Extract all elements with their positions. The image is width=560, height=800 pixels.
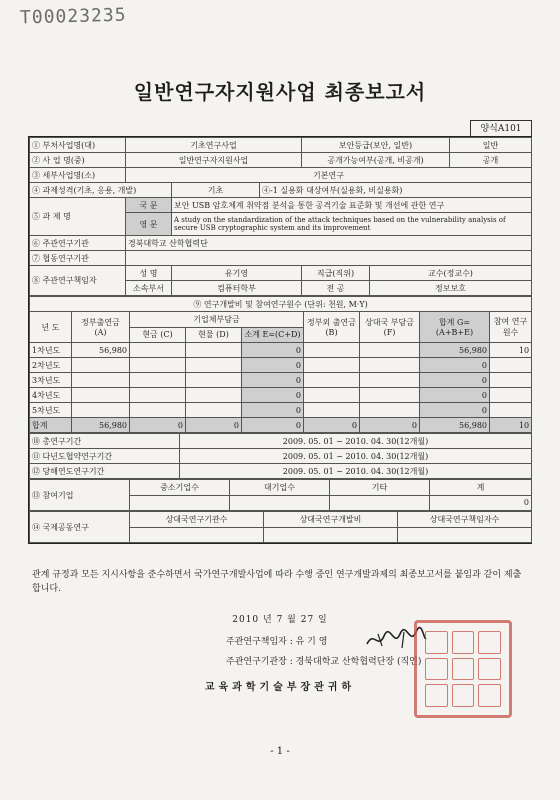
- row-researchers: [490, 358, 532, 373]
- row-researchers: 10: [490, 418, 532, 433]
- row-cash: 0: [130, 418, 186, 433]
- institution-label: ⑥ 주관연구기관: [30, 236, 126, 251]
- pi-affil-label: 소속부서: [126, 281, 172, 296]
- public-label: 공개가능여부(공개, 비공개): [302, 153, 450, 168]
- row-inkind: [186, 403, 242, 418]
- addressee: 교육과학기술부장관귀하: [204, 682, 356, 693]
- row-year: 4차년도: [30, 388, 72, 403]
- company-large-value: [230, 495, 330, 511]
- row-gov: [72, 388, 130, 403]
- budget-researchers-header: 참여 연구원수: [490, 312, 532, 343]
- coop-label: ⑦ 협동연구기관: [30, 251, 126, 266]
- row-total: 0: [420, 388, 490, 403]
- budget-table: [29, 296, 532, 433]
- row-total: 0: [420, 403, 490, 418]
- pi-name-value: 유기영: [172, 266, 302, 281]
- period-table: [29, 433, 532, 479]
- pi-label: ⑧ 주관연구책임자: [30, 266, 126, 296]
- company-sum-value: 0: [430, 495, 532, 511]
- row-othergov: [304, 358, 360, 373]
- total-period-label: ⑩ 총연구기간: [30, 434, 180, 449]
- page-title: 일반연구자지원사업 최종보고서: [133, 80, 427, 104]
- pi-signature-line: 주관연구책임자 : 유 기 영: [226, 637, 328, 647]
- intl-pi-header: 상대국연구책임자수: [398, 512, 532, 528]
- table-row-total: [30, 418, 532, 433]
- budget-total-header: 합계 G=(A+B+E): [420, 312, 490, 343]
- security-label: 보안등급(보안, 일반): [302, 138, 450, 153]
- pi-position-value: 교수(정교수): [370, 266, 532, 281]
- company-sme-value: [130, 495, 230, 511]
- table-row: [30, 358, 532, 373]
- row-othergov: [304, 388, 360, 403]
- row-counterpart: [360, 388, 420, 403]
- form-number: 양식A101: [470, 120, 532, 138]
- row-year: 3차년도: [30, 373, 72, 388]
- row-cash: [130, 358, 186, 373]
- row-gov: [72, 373, 130, 388]
- row-cash: [130, 373, 186, 388]
- row-total: 0: [420, 373, 490, 388]
- pi-major-value: 정보보호: [370, 281, 532, 296]
- table-row: [30, 388, 532, 403]
- row-subtotal: 0: [242, 343, 304, 358]
- budget-title: ⑨ 연구개발비 및 참여연구원수 (단위: 천원, M·Y): [30, 297, 532, 312]
- row-researchers: 10: [490, 343, 532, 358]
- table-row: [30, 373, 532, 388]
- page-number: - 1 -: [270, 746, 290, 757]
- row-counterpart: [360, 373, 420, 388]
- budget-corp-header: 기업체부담금: [130, 312, 304, 328]
- submission-date: 2010 년 7 월 27 일: [232, 615, 328, 625]
- institution-value: 경북대학교 산학협력단: [126, 236, 532, 251]
- intl-inst-value: [130, 527, 264, 543]
- budget-counterpart-header: 상대국 부담금 (F): [360, 312, 420, 343]
- english-title-label: 영 문: [126, 213, 172, 236]
- row-othergov: [304, 403, 360, 418]
- row-cash: [130, 403, 186, 418]
- pi-position-label: 직급(직위): [302, 266, 370, 281]
- row-counterpart: 0: [360, 418, 420, 433]
- row-counterpart: [360, 358, 420, 373]
- total-period-value: 2009. 05. 01 ~ 2010. 04. 30(12개월): [180, 434, 532, 449]
- task-label: ⑤ 과 제 명: [30, 198, 126, 236]
- program-value: 일반연구자지원사업: [126, 153, 302, 168]
- row-othergov: [304, 343, 360, 358]
- pi-affil-value: 컴퓨터학부: [172, 281, 302, 296]
- budget-subtotal-header: 소계 E=(C+D): [242, 327, 304, 343]
- row-gov: 56,980: [72, 343, 130, 358]
- row-year: 1차년도: [30, 343, 72, 358]
- intl-table: [29, 511, 532, 543]
- table-row: [30, 403, 532, 418]
- budget-inkind-header: 현물 (D): [186, 327, 242, 343]
- subprogram-value: 기본연구: [126, 168, 532, 183]
- intl-res-header: 상대국연구개발비: [264, 512, 398, 528]
- row-year: 합계: [30, 418, 72, 433]
- row-inkind: [186, 343, 242, 358]
- security-value: 일반: [450, 138, 532, 153]
- nature-label: ④ 과제성격(기초, 응용, 개발): [30, 183, 172, 198]
- row-researchers: [490, 403, 532, 418]
- budget-year-header: 년 도: [30, 312, 72, 343]
- company-large-header: 대기업수: [230, 480, 330, 496]
- multi-period-value: 2009. 05. 01 ~ 2010. 04. 30(12개월): [180, 449, 532, 464]
- intl-label: ⑭ 국제공동연구: [30, 512, 130, 543]
- row-inkind: [186, 358, 242, 373]
- row-cash: [130, 343, 186, 358]
- budget-othergov-header: 정부외 출연금 (B): [304, 312, 360, 343]
- row-subtotal: 0: [242, 418, 304, 433]
- company-sum-header: 계: [430, 480, 532, 496]
- row-subtotal: 0: [242, 373, 304, 388]
- company-etc-value: [330, 495, 430, 511]
- row-subtotal: 0: [242, 403, 304, 418]
- row-total: 56,980: [420, 343, 490, 358]
- row-subtotal: 0: [242, 358, 304, 373]
- row-total: 56,980: [420, 418, 490, 433]
- row-cash: [130, 388, 186, 403]
- budget-rows: [30, 343, 532, 433]
- submission-statement: 관계 규정과 모든 지시사항을 준수하면서 국가연구개발사업에 따라 수행 중인 연구개발과제의 최종보고서를 붙임과 같이 제출 합니다.: [32, 570, 522, 594]
- budget-cash-header: 현금 (C): [130, 327, 186, 343]
- program-label: ② 사 업 명(중): [30, 153, 126, 168]
- current-period-label: ⑫ 당해연도연구기간: [30, 464, 180, 479]
- public-value: 공개: [450, 153, 532, 168]
- intl-inst-header: 상대국연구기관수: [130, 512, 264, 528]
- report-form: [28, 136, 532, 544]
- current-period-value: 2009. 05. 01 ~ 2010. 04. 30(12개월): [180, 464, 532, 479]
- head-signature-line: 주관연구기관장 : 경북대학교 산학협력단장 (직인): [226, 657, 422, 667]
- document-code-stamp: T00023235: [19, 4, 127, 29]
- korean-title-label: 국 문: [126, 198, 172, 213]
- pi-name-label: 성 명: [126, 266, 172, 281]
- budget-gov-header: 정부출연금 (A): [72, 312, 130, 343]
- korean-title-value: 보안 USB 암호체계 취약점 분석을 통한 공격기술 표준화 및 개선에 관한 연구: [172, 198, 532, 213]
- row-othergov: [304, 373, 360, 388]
- coop-value: [126, 251, 532, 266]
- row-total: 0: [420, 358, 490, 373]
- dept-label: ① 부처사업명(대): [30, 138, 126, 153]
- multi-period-label: ⑪ 다년도협약연구기간: [30, 449, 180, 464]
- company-label: ⑬ 참여기업: [30, 480, 130, 511]
- practical-label: ④-1 실용화 대상여부(실용화, 비실용화): [260, 183, 532, 198]
- intl-res-value: [264, 527, 398, 543]
- row-gov: [72, 403, 130, 418]
- pi-major-label: 전 공: [302, 281, 370, 296]
- row-year: 2차년도: [30, 358, 72, 373]
- company-sme-header: 중소기업수: [130, 480, 230, 496]
- subprogram-label: ③ 세부사업명(소): [30, 168, 126, 183]
- row-inkind: 0: [186, 418, 242, 433]
- company-table: [29, 479, 532, 511]
- row-counterpart: [360, 343, 420, 358]
- row-inkind: [186, 388, 242, 403]
- row-year: 5차년도: [30, 403, 72, 418]
- row-othergov: 0: [304, 418, 360, 433]
- table-row: [30, 343, 532, 358]
- dept-value: 기초연구사업: [126, 138, 302, 153]
- row-subtotal: 0: [242, 388, 304, 403]
- row-researchers: [490, 373, 532, 388]
- info-table: [29, 137, 532, 296]
- english-title-value: A study on the standardization of the attack techniques based on the vulnerability analysis of secure USB cryptographic system and its improvement: [172, 213, 532, 236]
- row-gov: 56,980: [72, 418, 130, 433]
- row-inkind: [186, 373, 242, 388]
- row-gov: [72, 358, 130, 373]
- nature-value: 기초: [172, 183, 260, 198]
- official-seal-stamp: [414, 620, 512, 718]
- row-researchers: [490, 388, 532, 403]
- intl-pi-value: [398, 527, 532, 543]
- company-etc-header: 기타: [330, 480, 430, 496]
- row-counterpart: [360, 403, 420, 418]
